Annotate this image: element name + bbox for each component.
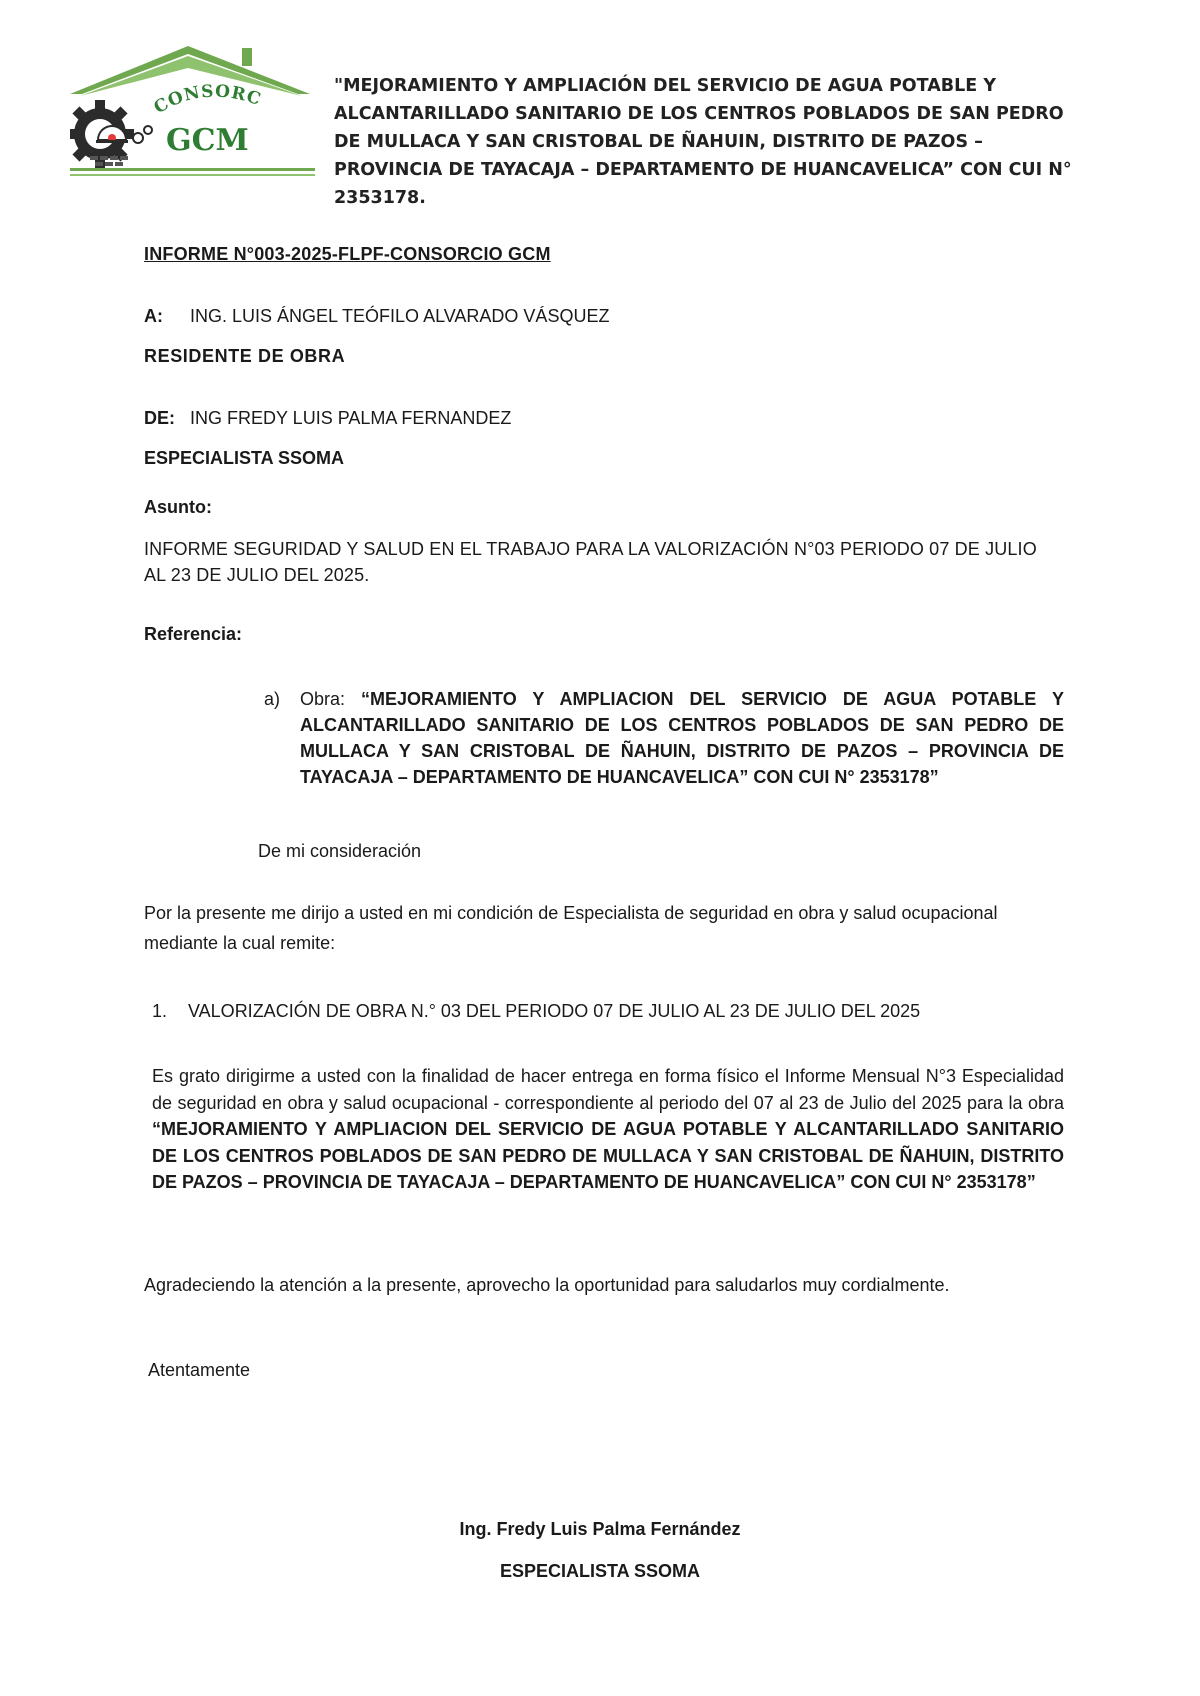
consorcio-gcm-logo — [70, 44, 315, 182]
sender-label: DE: — [144, 408, 175, 428]
recipient-line — [144, 303, 609, 329]
logo-graphic — [70, 44, 315, 182]
recipient-role: RESIDENTE DE OBRA — [144, 346, 346, 366]
sender-name: ING FREDY LUIS PALMA FERNANDEZ — [190, 408, 512, 428]
numbered-item-marker: 1. — [152, 1001, 168, 1021]
numbered-item — [152, 998, 1052, 1024]
sender-role: ESPECIALISTA SSOMA — [144, 448, 345, 468]
logo-gcm-text: GCM — [166, 123, 249, 158]
logo-consorcio-text: CONSORC — [150, 81, 264, 119]
reference-project-title: “MEJORAMIENTO Y AMPLIACION DEL SERVICIO DE AGUA POTABLE Y ALCANTARILLADO SANITARIO DE LOS CENTROS POBLADOS DE SAN PEDRO DE MULLACA Y SAN CRISTOBAL DE ÑAHUIN, DISTRITO DE PAZOS – PROVINCIA DE TAYACAJA – DEPARTAMENTO DE HUANCAVELICA” CON CUI N° 2353178” — [300, 689, 1064, 787]
subject-label: Asunto: — [144, 497, 212, 517]
delivery-paragraph-project: “MEJORAMIENTO Y AMPLIACION DEL SERVICIO DE AGUA POTABLE Y ALCANTARILLADO SANITARIO DE LOS CENTROS POBLADOS DE SAN PEDRO DE MULLACA Y SAN CRISTOBAL DE ÑAHUIN, DISTRITO DE PAZOS – PROVINCIA DE TAYACAJA – DEPARTAMENTO DE HUANCAVELICA” CON CUI N° 2353178” — [152, 1119, 1064, 1192]
numbered-item-text: VALORIZACIÓN DE OBRA N.° 03 DEL PERIODO 07 DE JULIO AL 23 DE JULIO DEL 2025 — [188, 1001, 921, 1021]
closing-word: Atentamente — [148, 1360, 251, 1380]
intro-paragraph: Por la presente me dirijo a usted en mi condición de Especialista de seguridad en obra y salud ocupacional mediante la cual remite: — [144, 903, 998, 953]
informe-number: INFORME N°003-2025-FLPF-CONSORCIO GCM — [144, 244, 551, 264]
delivery-paragraph — [152, 1063, 1064, 1196]
sender-line — [144, 405, 511, 431]
recipient-label: A: — [144, 306, 163, 326]
signature-name: Ing. Fredy Luis Palma Fernández — [459, 1519, 741, 1539]
salutation: De mi consideración — [258, 841, 422, 861]
delivery-paragraph-text: Es grato dirigirme a usted con la finalidad de hacer entrega en forma físico el Informe Mensual N°3 Especialidad de seguridad en obra y salud ocupacional - correspondiente al periodo del 07 al 23 de Julio del 2025 para la obra — [152, 1066, 1064, 1113]
reference-label: Referencia: — [144, 624, 243, 644]
recipient-name: ING. LUIS ÁNGEL TEÓFILO ALVARADO VÁSQUEZ — [190, 306, 610, 326]
subject-text: INFORME SEGURIDAD Y SALUD EN EL TRABAJO PARA LA VALORIZACIÓN N°03 PERIODO 07 DE JULIO AL 23 DE JULIO DEL 2025. — [144, 539, 1037, 585]
reference-marker: a) — [264, 689, 281, 709]
closing-paragraph: Agradeciendo la atención a la presente, aprovecho la oportunidad para saludarlos muy cordialmente. — [144, 1275, 950, 1295]
header-project-title: "MEJORAMIENTO Y AMPLIACIÓN DEL SERVICIO DE AGUA POTABLE Y ALCANTARILLADO SANITARIO DE LOS CENTROS POBLADOS DE SAN PEDRO DE MULLACA Y SAN CRISTOBAL DE ÑAHUIN, DISTRITO DE PAZOS – PROVINCIA DE TAYACAJA – DEPARTAMENTO DE HUANCAVELICA” CON CUI N° 2353178. — [334, 76, 1072, 208]
reference-prefix: Obra: — [300, 689, 362, 709]
signature-role: ESPECIALISTA SSOMA — [499, 1561, 701, 1581]
